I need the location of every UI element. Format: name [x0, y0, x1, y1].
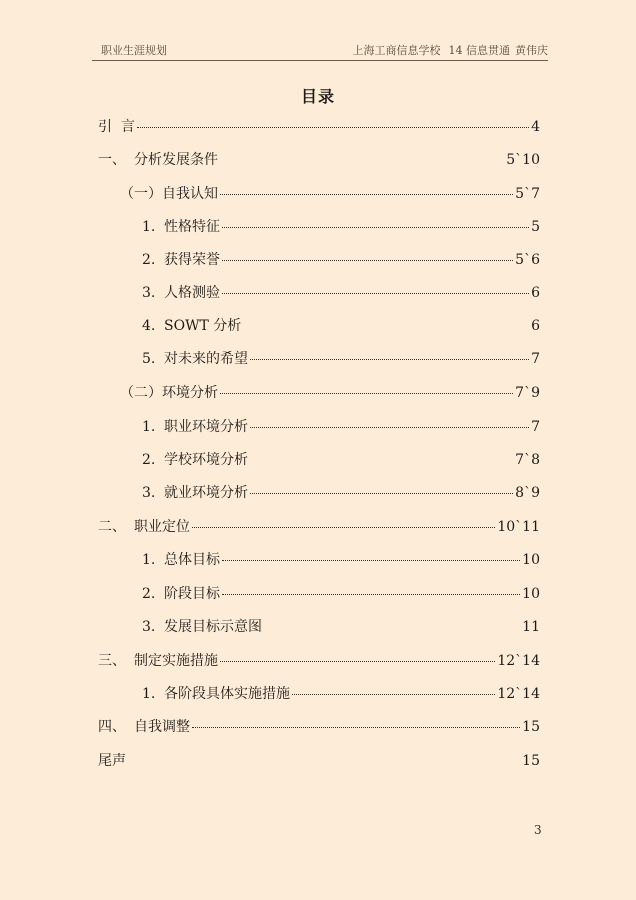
- toc-entry-page: 12`14: [497, 686, 540, 702]
- toc-entry-label: 人格测验: [164, 285, 220, 301]
- page-number: 3: [534, 823, 542, 837]
- toc-title: 目录: [300, 87, 335, 106]
- toc-entry-page: 5`7: [515, 186, 540, 202]
- toc-entry-section-1[interactable]: [98, 151, 540, 169]
- toc-entry-personality[interactable]: [142, 218, 540, 236]
- toc-leader: [128, 761, 520, 762]
- header-class: 14 信息贯通: [448, 44, 510, 57]
- toc-entry-page: 5: [531, 219, 540, 235]
- toc-entry-page: 5`6: [515, 252, 540, 268]
- toc-entry-stage-measures[interactable]: [142, 685, 540, 703]
- toc-entry-label: 发展目标示意图: [164, 619, 262, 635]
- toc-entry-number: 4.: [142, 318, 156, 334]
- toc-entry-epilogue[interactable]: [98, 752, 540, 770]
- toc-entry-section-4[interactable]: [98, 718, 540, 736]
- toc-leader: [250, 460, 513, 461]
- toc-entry-page: 11: [522, 619, 540, 635]
- toc-entry-page: 6: [531, 318, 540, 334]
- toc-leader: [192, 527, 495, 528]
- toc-entry-goal-diagram[interactable]: [142, 618, 540, 636]
- toc-entry-label: 就业环境分析: [164, 485, 248, 501]
- toc-entry-label: 总体目标: [164, 552, 220, 568]
- toc-leader: [220, 661, 495, 662]
- toc-entry-label: 自我认知: [162, 186, 218, 202]
- toc-entry-label: SOWT 分析: [164, 318, 242, 334]
- toc-entry-school-env[interactable]: [142, 451, 540, 469]
- toc-entry-label: 尾声: [98, 753, 126, 769]
- toc-entry-label: 性格特征: [164, 219, 220, 235]
- toc-entry-page: 7`8: [515, 452, 540, 468]
- toc-leader: [292, 694, 495, 695]
- toc-leader: [243, 326, 529, 327]
- toc-leader: [250, 427, 529, 428]
- toc-entry-label: 自我调整: [134, 719, 190, 735]
- toc-entry-page: 8`9: [515, 485, 540, 501]
- toc-entry-number: 1.: [142, 419, 156, 435]
- toc-entry-future-hopes[interactable]: [142, 350, 540, 368]
- header-left-title: 职业生涯规划: [101, 44, 167, 57]
- toc-entry-page: 7: [531, 419, 540, 435]
- toc-entry-self-awareness[interactable]: [120, 185, 540, 203]
- toc-entry-page: 10: [522, 552, 540, 568]
- toc-entry-number: 3.: [142, 619, 156, 635]
- toc-leader: [250, 493, 513, 494]
- toc-entry-number: 1.: [142, 552, 156, 568]
- toc-leader: [137, 127, 529, 128]
- toc-leader: [264, 627, 520, 628]
- toc-leader: [222, 293, 529, 294]
- toc-entry-employment-env[interactable]: [142, 484, 540, 502]
- header-author: 黄伟庆: [515, 44, 548, 57]
- toc-entry-label: 对未来的希望: [164, 351, 248, 367]
- toc-leader: [220, 160, 504, 161]
- toc-entry-label: 获得荣誉: [164, 252, 220, 268]
- toc-entry-number: 3.: [142, 285, 156, 301]
- toc-entry-label: 环境分析: [162, 385, 218, 401]
- toc-leader: [220, 194, 513, 195]
- toc-entry-label: 制定实施措施: [134, 653, 218, 669]
- toc-entry-label: 职业定位: [134, 519, 190, 535]
- toc-entry-number: 三、: [98, 653, 126, 669]
- toc-entry-number: 1.: [142, 219, 156, 235]
- toc-entry-page: 15: [522, 719, 540, 735]
- toc-entry-number: 2.: [142, 586, 156, 602]
- toc-leader: [222, 227, 529, 228]
- toc-entry-number: （二）: [120, 385, 162, 401]
- toc-entry-page: 7`9: [515, 385, 540, 401]
- toc-entry-number: 1.: [142, 686, 156, 702]
- toc-entry-page: 10: [522, 586, 540, 602]
- toc-entry-intro[interactable]: [98, 118, 540, 136]
- toc-entry-career-env[interactable]: [142, 418, 540, 436]
- toc-leader: [220, 393, 513, 394]
- toc-entry-label: 引 言: [98, 119, 135, 135]
- toc-entry-section-2[interactable]: [98, 518, 540, 536]
- toc-entry-label: 学校环境分析: [164, 452, 248, 468]
- toc-entry-number: 2.: [142, 452, 156, 468]
- toc-entry-label: 职业环境分析: [164, 419, 248, 435]
- toc-entry-honors[interactable]: [142, 251, 540, 269]
- toc-entry-number: （一）: [120, 186, 162, 202]
- toc-leader: [192, 727, 520, 728]
- header-school: 上海工商信息学校: [352, 44, 441, 57]
- toc-entry-number: 四、: [98, 719, 126, 735]
- toc-entry-number: 5.: [142, 351, 156, 367]
- toc-entry-page: 4: [531, 119, 540, 135]
- toc-leader: [222, 594, 520, 595]
- toc-entry-page: 6: [531, 285, 540, 301]
- toc-entry-page: 5`10: [506, 152, 540, 168]
- toc-entry-page: 15: [522, 753, 540, 769]
- toc-leader: [250, 359, 529, 360]
- toc-entry-page: 10`11: [497, 519, 540, 535]
- toc-entry-environment[interactable]: [120, 384, 540, 402]
- toc-leader: [222, 260, 513, 261]
- toc-entry-page: 7: [531, 351, 540, 367]
- toc-entry-label: 阶段目标: [164, 586, 220, 602]
- toc-entry-swot[interactable]: [142, 317, 540, 335]
- toc-entry-number: 二、: [98, 519, 126, 535]
- toc-entry-page: 12`14: [497, 653, 540, 669]
- toc-entry-overall-goal[interactable]: [142, 551, 540, 569]
- toc-entry-label: 分析发展条件: [134, 152, 218, 168]
- toc-entry-number: 3.: [142, 485, 156, 501]
- toc-entry-label: 各阶段具体实施措施: [164, 686, 290, 702]
- toc-entry-personality-test[interactable]: [142, 284, 540, 302]
- toc-entry-number: 一、: [98, 152, 126, 168]
- toc-leader: [222, 560, 520, 561]
- toc-entry-section-3[interactable]: [98, 652, 540, 670]
- toc-entry-number: 2.: [142, 252, 156, 268]
- toc-entry-stage-goal[interactable]: [142, 585, 540, 603]
